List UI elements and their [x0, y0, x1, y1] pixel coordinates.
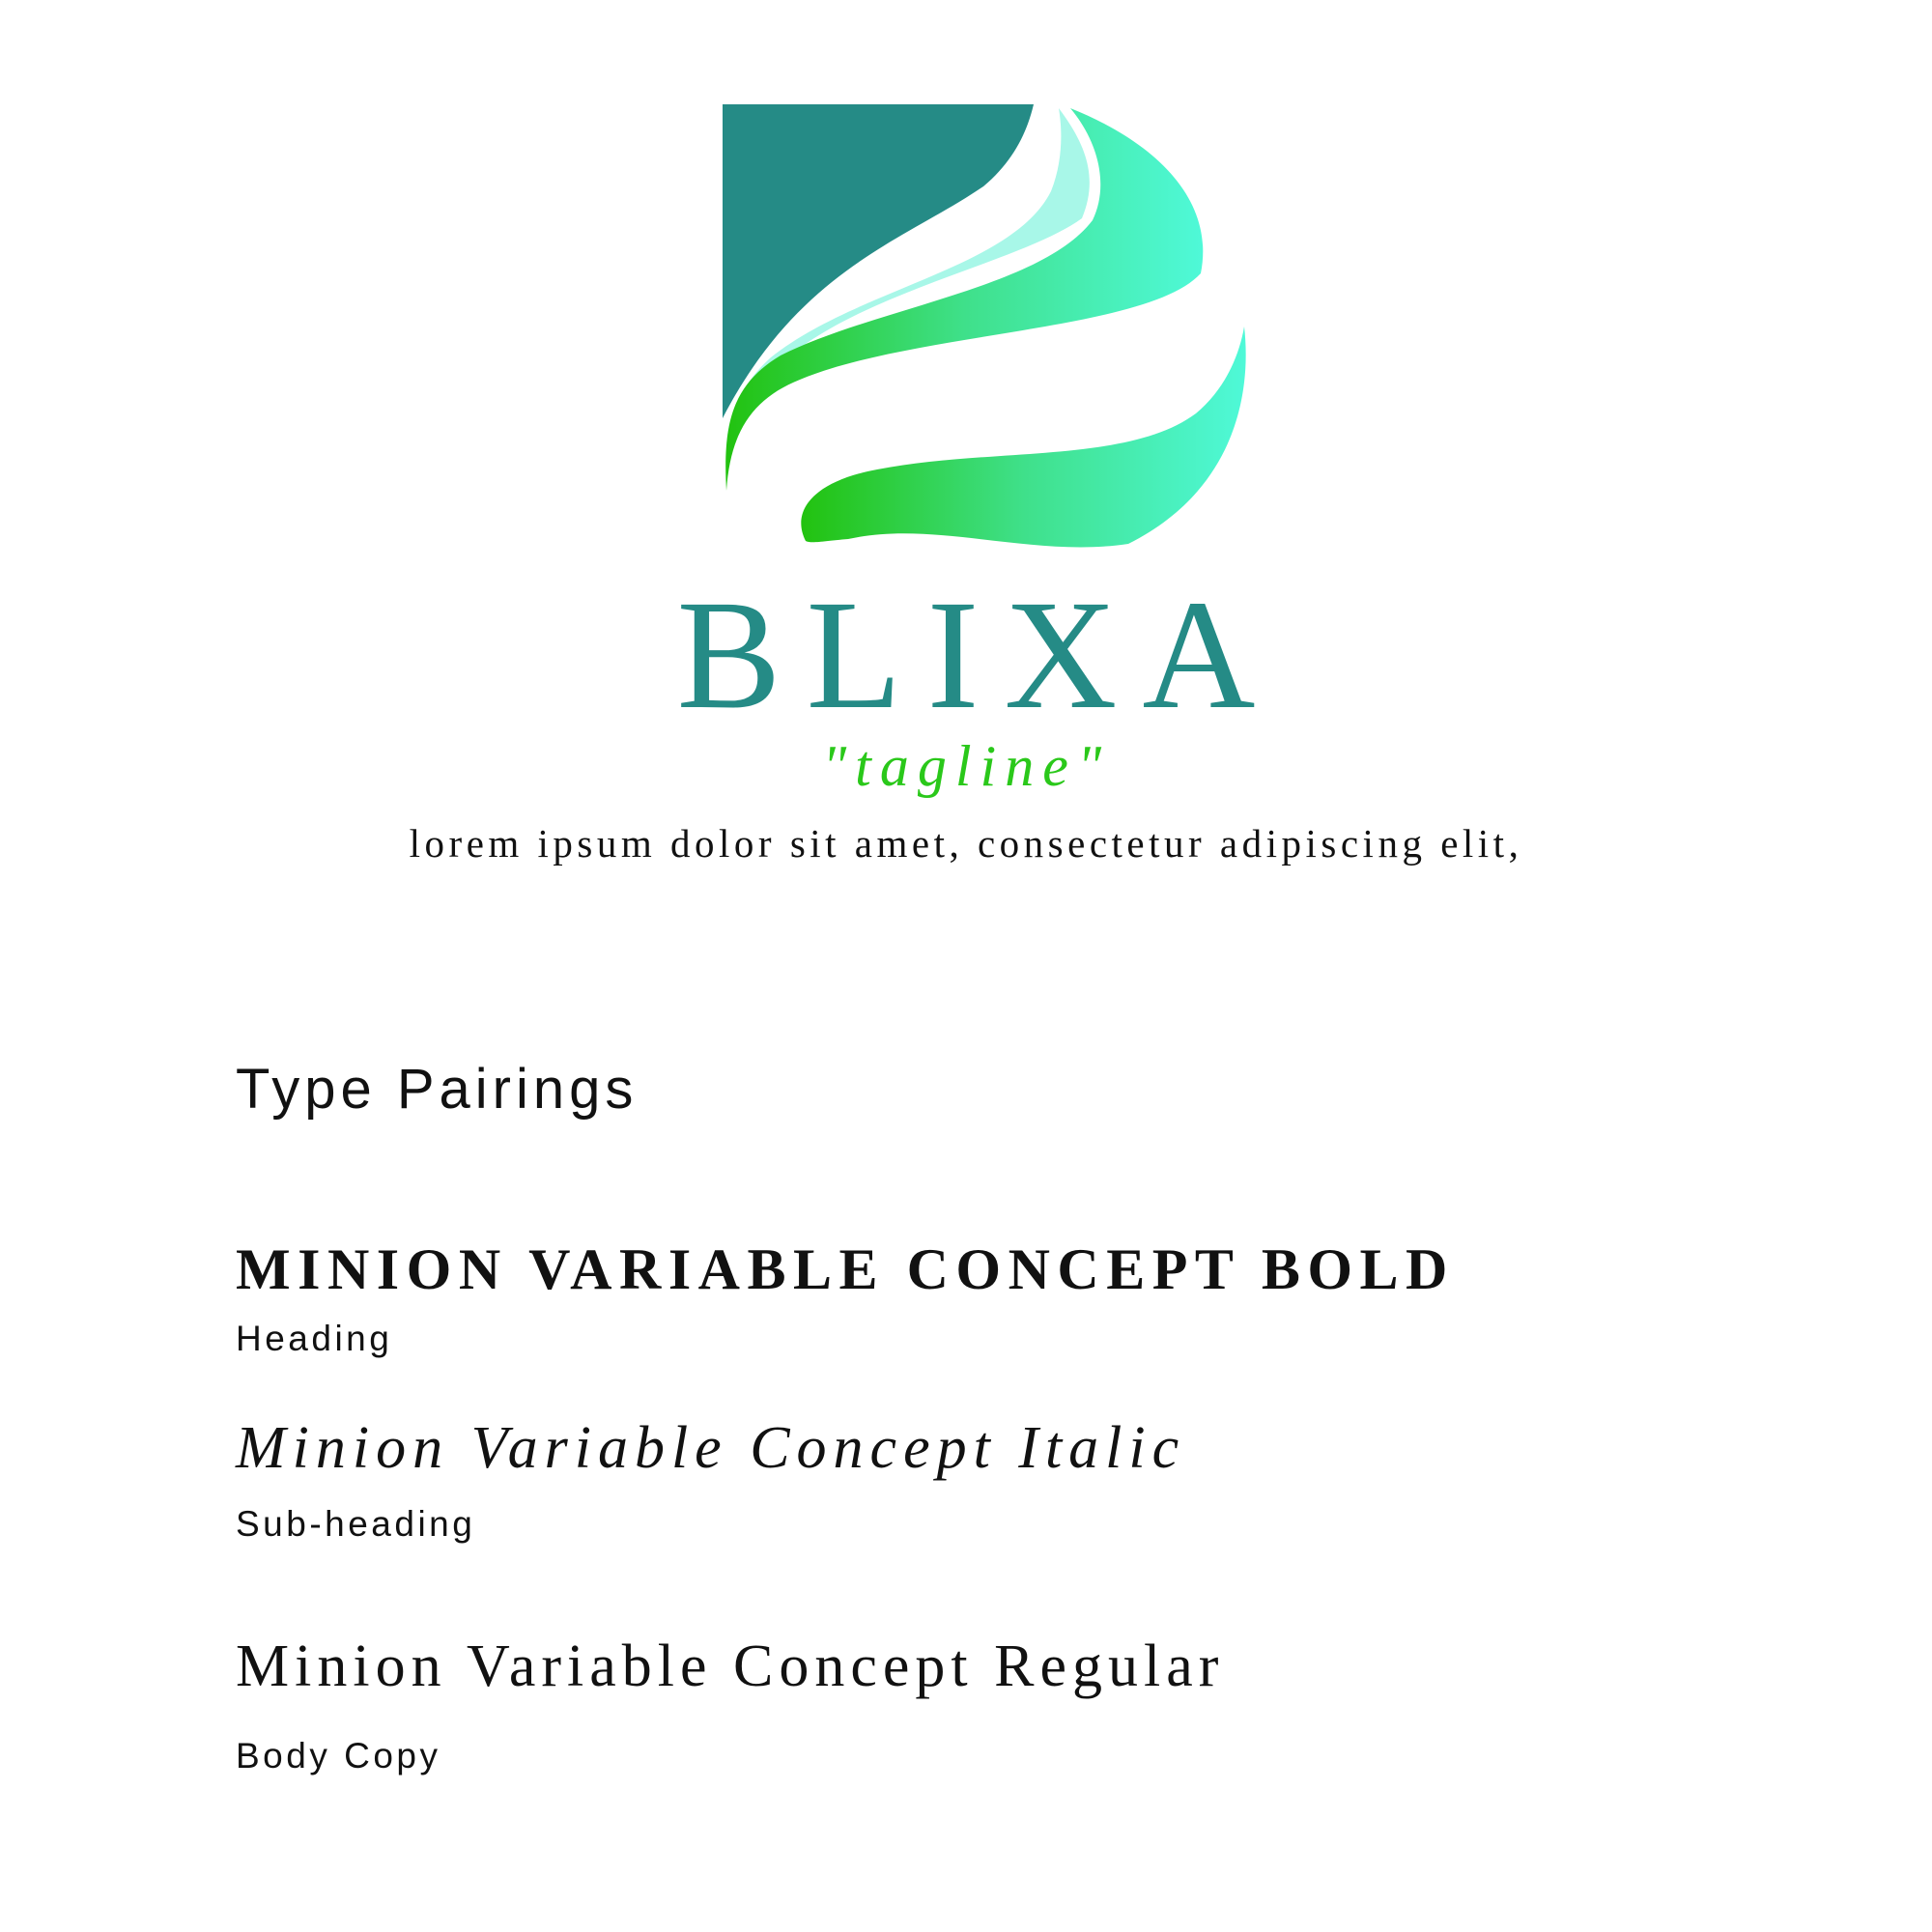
- brand-description: lorem ipsum dolor sit amet, consectetur adipiscing elit,: [409, 821, 1523, 866]
- blixa-logo-mark: [723, 104, 1252, 551]
- brand-name: BLIXA: [676, 569, 1281, 742]
- brand-tagline: "tagline": [821, 734, 1111, 798]
- pairing-font-subheading: Minion Variable Concept Italic: [236, 1415, 1186, 1481]
- pairing-font-body: Minion Variable Concept Regular: [236, 1634, 1225, 1699]
- section-title: Type Pairings: [236, 1058, 639, 1121]
- pairing-role-heading: Heading: [236, 1319, 393, 1358]
- logo-lower-leaf: [801, 327, 1245, 547]
- pairing-role-subheading: Sub-heading: [236, 1504, 476, 1544]
- pairing-font-heading: MINION VARIABLE CONCEPT BOLD: [236, 1237, 1455, 1301]
- pairing-role-body: Body Copy: [236, 1736, 441, 1776]
